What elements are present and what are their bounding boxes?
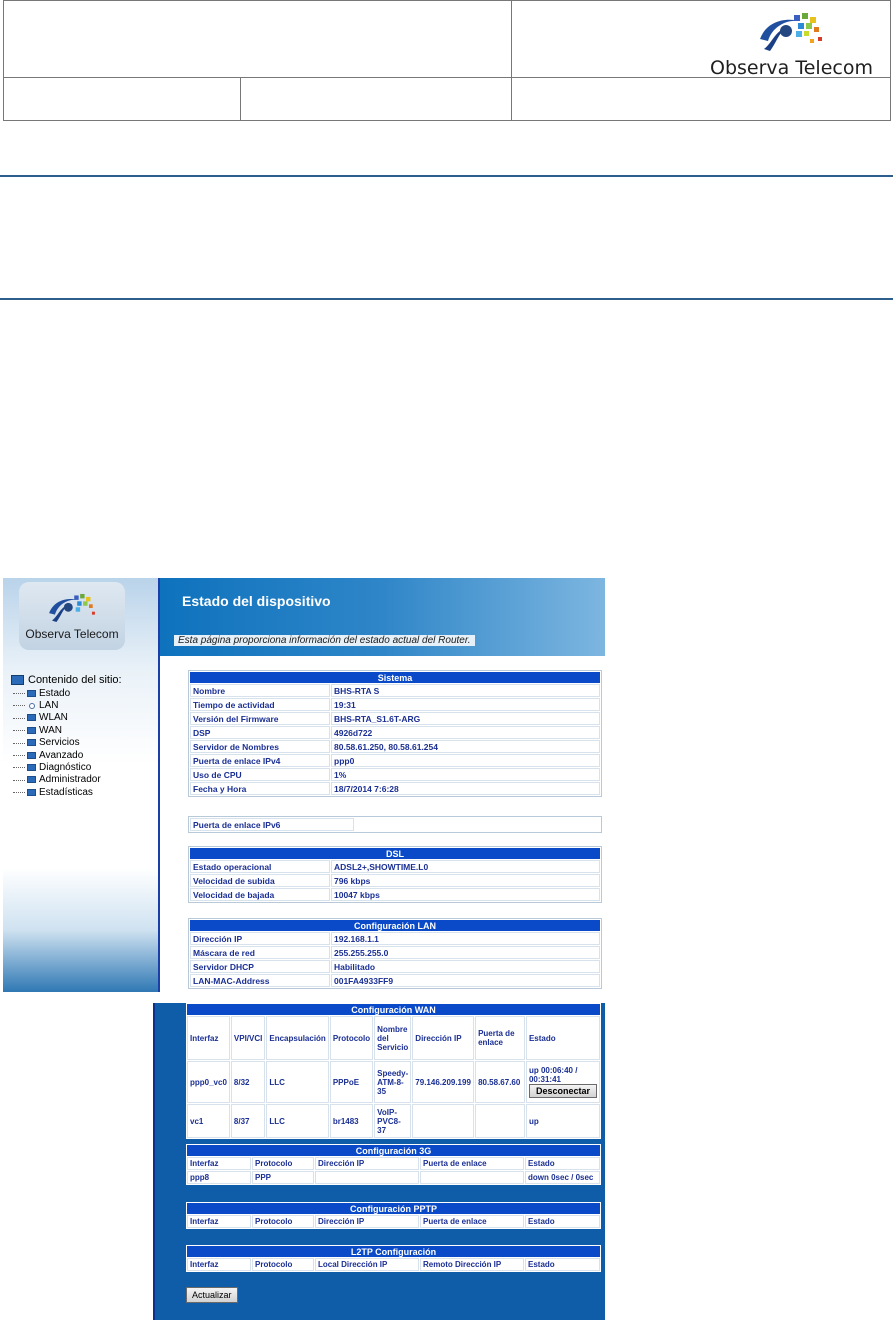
table-row bbox=[190, 684, 600, 697]
table-row bbox=[190, 782, 600, 795]
row-value: BHS-RTA S bbox=[331, 684, 600, 697]
column-header: Interfaz bbox=[187, 1258, 251, 1271]
column-header: Puerta de enlace bbox=[420, 1215, 524, 1228]
cell: 8/32 bbox=[231, 1061, 265, 1103]
cell bbox=[412, 1104, 474, 1138]
table-row bbox=[190, 974, 600, 987]
column-header: Dirección IP bbox=[412, 1016, 474, 1060]
pptp-table bbox=[186, 1202, 601, 1229]
column-header: Protocolo bbox=[252, 1258, 314, 1271]
disconnect-button[interactable]: Desconectar bbox=[529, 1084, 597, 1098]
table-row bbox=[190, 874, 600, 887]
header-logo-cell bbox=[512, 1, 891, 78]
tree-item-label: Diagnóstico bbox=[39, 762, 92, 774]
table-row bbox=[190, 860, 600, 873]
l2tp-table bbox=[186, 1245, 601, 1272]
pptp-header-row bbox=[187, 1215, 600, 1228]
cell: down 0sec / 0sec bbox=[525, 1171, 600, 1184]
site-contents-root[interactable] bbox=[11, 674, 122, 686]
column-header: Estado bbox=[525, 1215, 600, 1228]
row-label: Servidor de Nombres bbox=[190, 740, 330, 753]
column-header: Protocolo bbox=[252, 1157, 314, 1170]
cell: PPPoE bbox=[330, 1061, 373, 1103]
cell: ppp0_vc0 bbox=[187, 1061, 230, 1103]
row-value: 796 kbps bbox=[331, 874, 600, 887]
wan-header-row bbox=[187, 1016, 600, 1060]
table-row bbox=[190, 698, 600, 711]
status-text: up 00:06:40 / 00:31:41 bbox=[528, 1066, 578, 1084]
table-row bbox=[190, 818, 600, 831]
lan-table-title: Configuración LAN bbox=[190, 920, 600, 931]
folder-icon bbox=[27, 776, 36, 783]
page-description: Esta página proporciona información del estado actual del Router. bbox=[174, 635, 475, 646]
observa-logo-icon bbox=[46, 591, 98, 625]
tree-item-lan[interactable] bbox=[13, 699, 101, 711]
table-row bbox=[190, 712, 600, 725]
system-table-title: Sistema bbox=[190, 672, 600, 683]
table-row bbox=[190, 726, 600, 739]
tree-item-label: WLAN bbox=[39, 712, 68, 724]
tree-item-wan[interactable] bbox=[13, 724, 101, 736]
row-value bbox=[355, 818, 600, 831]
site-tree bbox=[13, 687, 101, 799]
sidebar-logo[interactable] bbox=[19, 582, 125, 650]
column-header: Remoto Dirección IP bbox=[420, 1258, 524, 1271]
system-table bbox=[188, 670, 602, 797]
row-label: Puerta de enlace IPv4 bbox=[190, 754, 330, 767]
column-header: Interfaz bbox=[187, 1157, 251, 1170]
device-status-screenshot bbox=[3, 578, 605, 992]
row-value: ppp0 bbox=[331, 754, 600, 767]
tree-item-label: Estadísticas bbox=[39, 786, 93, 798]
table-row bbox=[187, 1171, 600, 1184]
tree-item-wlan[interactable] bbox=[13, 712, 101, 724]
tree-item-estadisticas[interactable] bbox=[13, 786, 101, 798]
monitor-icon bbox=[11, 675, 24, 685]
row-label: LAN-MAC-Address bbox=[190, 974, 330, 987]
column-header: Estado bbox=[526, 1016, 600, 1060]
column-header: Encapsulación bbox=[266, 1016, 328, 1060]
table-row bbox=[187, 1104, 600, 1138]
column-header: Local Dirección IP bbox=[315, 1258, 419, 1271]
table-row bbox=[190, 888, 600, 901]
dsl-table-title: DSL bbox=[190, 848, 600, 859]
g3-header-row bbox=[187, 1157, 600, 1170]
row-label: Nombre bbox=[190, 684, 330, 697]
row-label: Versión del Firmware bbox=[190, 712, 330, 725]
table-row bbox=[187, 1061, 600, 1103]
table-row bbox=[190, 740, 600, 753]
row-value: 4926d722 bbox=[331, 726, 600, 739]
table-row bbox=[190, 754, 600, 767]
page-banner bbox=[160, 578, 605, 656]
folder-icon bbox=[27, 764, 36, 771]
table-row bbox=[190, 960, 600, 973]
g3-table-title: Configuración 3G bbox=[187, 1145, 600, 1156]
column-header: Interfaz bbox=[187, 1016, 230, 1060]
cell: br1483 bbox=[330, 1104, 373, 1138]
observa-logo-text: Observa Telecom bbox=[710, 57, 873, 79]
column-header: Puerta de enlace bbox=[475, 1016, 525, 1060]
row-label: DSP bbox=[190, 726, 330, 739]
tree-item-label: WAN bbox=[39, 724, 62, 736]
cell: LLC bbox=[266, 1104, 328, 1138]
folder-icon bbox=[27, 789, 36, 796]
row-label: Puerta de enlace IPv6 bbox=[190, 818, 354, 831]
header-cell-blank bbox=[512, 78, 891, 121]
folder-icon bbox=[27, 727, 36, 734]
cell: 79.146.209.199 bbox=[412, 1061, 474, 1103]
table-row bbox=[190, 946, 600, 959]
sidebar-divider bbox=[153, 1003, 155, 1320]
wan-table-title: Configuración WAN bbox=[187, 1004, 600, 1015]
cell: VoIP-PVC8-37 bbox=[374, 1104, 411, 1138]
cell: vc1 bbox=[187, 1104, 230, 1138]
cell bbox=[475, 1104, 525, 1138]
row-value: 10047 kbps bbox=[331, 888, 600, 901]
row-label: Uso de CPU bbox=[190, 768, 330, 781]
row-value: 192.168.1.1 bbox=[331, 932, 600, 945]
l2tp-header-row bbox=[187, 1258, 600, 1271]
column-header: Dirección IP bbox=[315, 1157, 419, 1170]
header-cell-blank bbox=[4, 78, 241, 121]
row-label: Velocidad de subida bbox=[190, 874, 330, 887]
tree-item-diagnostico[interactable] bbox=[13, 761, 101, 773]
table-row bbox=[190, 768, 600, 781]
horizontal-rule bbox=[0, 175, 893, 177]
row-value: 1% bbox=[331, 768, 600, 781]
page-title: Estado del dispositivo bbox=[182, 593, 331, 609]
g3-table bbox=[186, 1144, 601, 1185]
main-content bbox=[160, 578, 605, 992]
column-header: Nombre del Servicio bbox=[374, 1016, 411, 1060]
header-cell-blank bbox=[4, 1, 512, 78]
row-label: Estado operacional bbox=[190, 860, 330, 873]
row-value: 19:31 bbox=[331, 698, 600, 711]
row-label: Tiempo de actividad bbox=[190, 698, 330, 711]
tree-item-label: Estado bbox=[39, 687, 71, 699]
header-cell-blank bbox=[241, 78, 512, 121]
tree-item-label: Administrador bbox=[39, 774, 101, 786]
cell: 80.58.67.60 bbox=[475, 1061, 525, 1103]
cell: Speedy-ATM-8-35 bbox=[374, 1061, 411, 1103]
folder-icon bbox=[27, 714, 36, 721]
horizontal-rule bbox=[0, 298, 893, 300]
folder-icon bbox=[27, 739, 36, 746]
column-header: Dirección IP bbox=[315, 1215, 419, 1228]
column-header: VPI/VCI bbox=[231, 1016, 265, 1060]
row-value: 18/7/2014 7:6:28 bbox=[331, 782, 600, 795]
tree-item-label: Avanzado bbox=[39, 749, 84, 761]
cell: PPP bbox=[252, 1171, 314, 1184]
column-header: Estado bbox=[525, 1258, 600, 1271]
cell bbox=[315, 1171, 419, 1184]
row-label: Máscara de red bbox=[190, 946, 330, 959]
sidebar bbox=[3, 578, 159, 992]
folder-icon bbox=[27, 752, 36, 759]
wan-table bbox=[186, 1003, 601, 1139]
document-header-table bbox=[3, 0, 891, 121]
refresh-button[interactable]: Actualizar bbox=[186, 1287, 238, 1303]
tree-item-label: Servicios bbox=[39, 737, 80, 749]
row-value: ADSL2+,SHOWTIME.L0 bbox=[331, 860, 600, 873]
dsl-table bbox=[188, 846, 602, 903]
pptp-table-title: Configuración PPTP bbox=[187, 1203, 600, 1214]
cell: 8/37 bbox=[231, 1104, 265, 1138]
row-value: Habilitado bbox=[331, 960, 600, 973]
tree-item-label: LAN bbox=[39, 700, 59, 712]
row-label: Velocidad de bajada bbox=[190, 888, 330, 901]
tree-item-estado[interactable] bbox=[13, 687, 101, 699]
observa-logo-icon bbox=[756, 9, 826, 55]
row-label: Servidor DHCP bbox=[190, 960, 330, 973]
row-value: 255.255.255.0 bbox=[331, 946, 600, 959]
cell: up bbox=[526, 1104, 600, 1138]
folder-icon bbox=[27, 690, 36, 697]
tree-item-avanzado[interactable] bbox=[13, 749, 101, 761]
tree-item-administrador[interactable] bbox=[13, 774, 101, 786]
wan-status-screenshot bbox=[153, 1003, 605, 1320]
row-value: 001FA4933FF9 bbox=[331, 974, 600, 987]
ipv6-table bbox=[188, 816, 602, 833]
column-header: Protocolo bbox=[252, 1215, 314, 1228]
cell bbox=[420, 1171, 524, 1184]
column-header: Estado bbox=[525, 1157, 600, 1170]
observa-logo bbox=[710, 9, 873, 79]
column-header: Interfaz bbox=[187, 1215, 251, 1228]
page-icon bbox=[29, 703, 35, 709]
row-label: Dirección IP bbox=[190, 932, 330, 945]
lan-table bbox=[188, 918, 602, 989]
status-cell bbox=[526, 1061, 600, 1103]
row-value: 80.58.61.250, 80.58.61.254 bbox=[331, 740, 600, 753]
table-row bbox=[190, 932, 600, 945]
l2tp-table-title: L2TP Configuración bbox=[187, 1246, 600, 1257]
column-header: Protocolo bbox=[330, 1016, 373, 1060]
row-value: BHS-RTA_S1.6T-ARG bbox=[331, 712, 600, 725]
site-contents-label: Contenido del sitio: bbox=[28, 674, 122, 686]
sidebar-logo-text: Observa Telecom bbox=[25, 627, 119, 641]
cell: ppp8 bbox=[187, 1171, 251, 1184]
tree-item-servicios[interactable] bbox=[13, 737, 101, 749]
row-label: Fecha y Hora bbox=[190, 782, 330, 795]
column-header: Puerta de enlace bbox=[420, 1157, 524, 1170]
cell: LLC bbox=[266, 1061, 328, 1103]
